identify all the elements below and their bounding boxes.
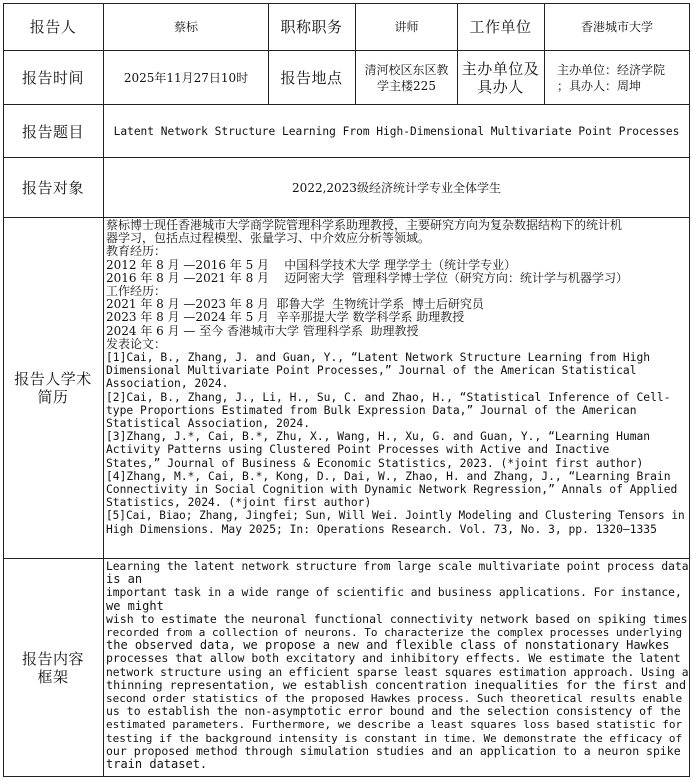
bio-label: [3, 218, 103, 558]
text-line: estimated parameters. Furthermore, we describe a least squares loss based statistic for: [106, 718, 683, 732]
text-line: train dataset.: [106, 757, 208, 772]
text-line: Association, 2024.: [106, 377, 229, 391]
row-divider: [3, 217, 690, 218]
text-line: 2023 年 8 月 —2024 年 5 月 辛辛那提大学 数学科学系 助理教授: [106, 310, 465, 325]
row-divider: [3, 558, 690, 559]
text-line: type Proportions Estimated from Bulk Expression Data,” Journal of the American: [106, 403, 637, 417]
text-line: us to establish the non-asymptotic error bound and the selection consistency of the: [106, 704, 681, 719]
text-line: recorded from a collection of neurons. To characterize the complex processes underlying: [106, 626, 683, 640]
abstract-label-line: 报告内容: [21, 649, 84, 668]
text-line: Learning the latent network structure from large scale multivariate point process data: [106, 560, 689, 573]
text-line: 教育经历：: [106, 244, 167, 259]
text-line: 2024 年 6 月 — 至今 香港城市大学 管理科学系 助理教授: [106, 323, 419, 338]
affiliation-label: 工作单位: [469, 18, 532, 36]
host-line: ；具办人：周坤: [557, 78, 642, 93]
text-line: network structure using an efficient sparse least squares estimation approach. Using a: [106, 665, 689, 679]
text-line: 蔡标博士现任香港城市大学商学院管理科学系助理教授，主要研究方向为复杂数据结构下的统计机: [106, 219, 623, 232]
text-line: wish to estimate the neuronal functional connectivity network based on spiking times: [106, 611, 688, 626]
text-line: [5]Cai, Biao; Zhang, Jingfei; Sun, Will Wei. Jointly Modeling and Clustering Tensors in: [106, 509, 685, 523]
text-line: Statistics, 2024. (*joint first author): [106, 496, 372, 510]
place-line: 清河校区东区教: [364, 62, 449, 77]
text-line: processes that allow both excitatory and inhibitory effects. We estimate the latent: [106, 651, 681, 666]
text-line: is an: [106, 572, 143, 587]
text-line: High Dimensions. May 2025; In: Operations Research. Vol. 73, No. 3, pp. 1320–1335: [106, 522, 657, 536]
abstract-content: [106, 560, 690, 771]
text-line: important task in a wide range of scientific and business applications. For instance,: [106, 586, 682, 600]
text-line: [3]Zhang, J.*, Cai, B.*, Zhu, X., Wang, H., Xu, G. and Guan, Y., “Learning Human: [106, 430, 651, 444]
host-value: [545, 51, 689, 104]
place-value: [356, 51, 457, 104]
place-line: 学主楼225: [377, 78, 436, 93]
position-label: 职称职务: [280, 18, 343, 36]
audience-value: 2022,2023级经济统计学专业全体学生: [292, 180, 501, 195]
text-line: Dimensional Multivariate Point Processes,” Journal of the American Statistical: [106, 364, 637, 378]
text-line: 器学习，包括点过程模型、张量学习、中介效应分析等领域。: [106, 231, 431, 246]
host-label-line: 具办人: [477, 77, 524, 96]
text-line: [1]Cai, B., Zhang, J. and Guan, Y., “Latent Network Structure Learning from High: [106, 351, 651, 365]
bio-label-line: 简历: [37, 388, 69, 406]
text-line: [4]Zhang, M.*, Cai, B.*, Kong, D., Dai, W., Zhao, H. and Zhang, J., “Learning Brain: [106, 469, 671, 483]
abstract-label-line: 框架: [37, 667, 69, 686]
text-line: [2]Cai, B., Zhang, J., Li, H., Su, C. and Zhao, H., “Statistical Inference of Cell-: [106, 390, 671, 404]
text-line: thinning representation, we establish concentration inequalities for the first and: [106, 677, 687, 692]
time-label: 报告时间: [21, 69, 84, 87]
text-line: second order statistics of the proposed Hawkes process. Such theoretical results enable: [106, 692, 683, 706]
text-line: Statistical Association, 2024.: [106, 417, 311, 431]
reporter-label: 报告人: [29, 18, 77, 36]
affiliation-value: 香港城市大学: [580, 19, 653, 34]
time-value: 2025年11月27日10时: [123, 70, 249, 85]
text-line: testing if the background intensity is constant in time. We demonstrate the efficacy of: [106, 731, 683, 745]
text-line: 2016 年 8 月 —2021 年 8 月 迈阿密大学 管理科学博士学位（研究方向：统计学与机器学习）: [106, 270, 628, 285]
text-line: 2012 年 8 月 —2016 年 5 月 中国科学技术大学 理学学士（统计学专业）: [106, 257, 517, 272]
text-line: 工作经历：: [106, 284, 167, 299]
title-label: 报告题目: [21, 122, 84, 141]
text-line: Activity Patterns using Clustered Point Processes with Active and Inactive: [106, 443, 610, 457]
text-line: 2021 年 8 月 —2023 年 8 月 耶鲁大学 生物统计学系 博士后研究员: [106, 297, 484, 312]
text-line: Connectivity in Social Cognition with Dynamic Network Regression,” Annals of Applied: [106, 483, 678, 497]
report-title: Latent Network Structure Learning From High-Dimensional Multivariate Point Processes: [113, 124, 680, 138]
bio-content: [106, 219, 690, 536]
place-label: 报告地点: [280, 69, 343, 87]
abstract-label: [3, 559, 103, 776]
table-border-bottom: [3, 776, 690, 777]
host-label-line: 主办单位及: [461, 59, 540, 78]
bio-label-line: 报告人学术: [14, 370, 92, 388]
host-line: 主办单位：经济学院: [557, 62, 666, 77]
text-line: States,” Journal of Business & Economic Statistics, 2023. (*joint first author): [106, 456, 644, 470]
reporter-value: 蔡标: [173, 19, 198, 34]
position-value: 讲师: [394, 19, 419, 34]
text-line: the observed data, we propose a new and flexible class of nonstationary Hawkes: [106, 638, 670, 653]
text-line: our proposed method through simulation studies and an application to a neuron spike: [106, 743, 681, 758]
text-line: we might: [106, 598, 164, 613]
audience-label: 报告对象: [21, 179, 84, 197]
text-line: 发表论文：: [106, 336, 167, 351]
host-label: [457, 51, 544, 104]
